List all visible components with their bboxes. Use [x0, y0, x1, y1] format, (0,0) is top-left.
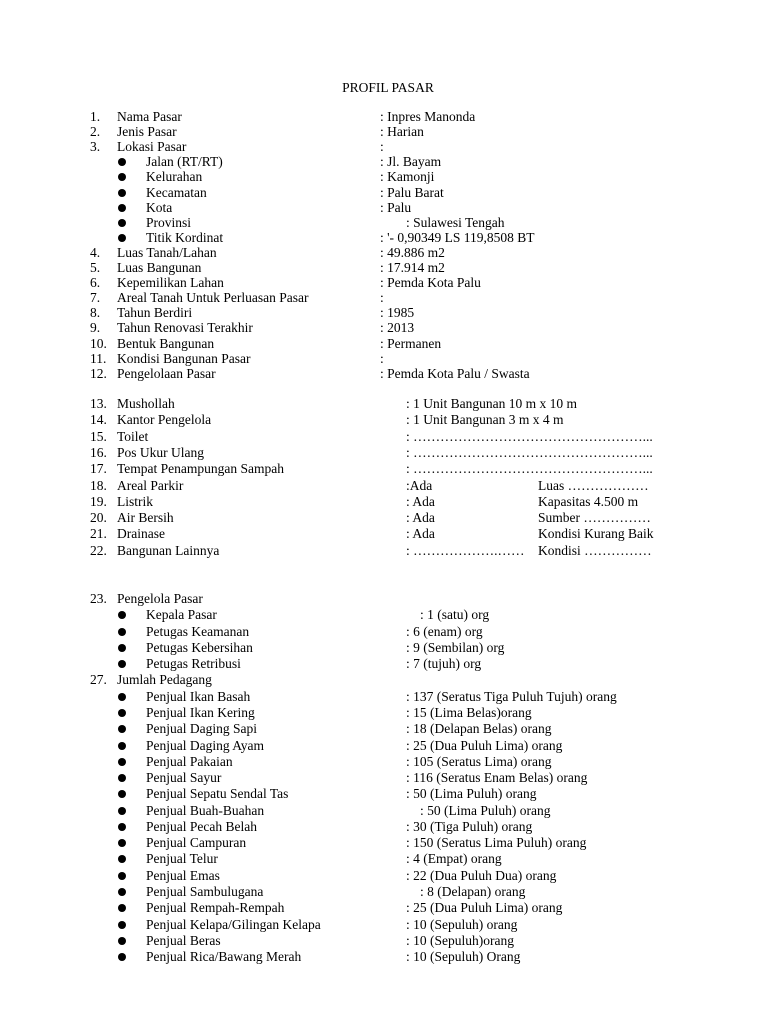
list-item: [0, 510, 768, 526]
item-value: : 25 (Dua Puluh Lima) orang: [406, 900, 563, 916]
item-detail: Luas ………………: [538, 477, 649, 493]
page-title: PROFIL PASAR: [342, 80, 434, 95]
list-item: [0, 543, 768, 559]
list-item: [0, 445, 768, 461]
list-item: [0, 900, 768, 916]
item-label: Bentuk Bangunan: [117, 335, 215, 351]
item-number: 14.: [90, 412, 107, 428]
bullet-icon: [118, 758, 126, 766]
list-item: [0, 591, 768, 607]
list-item: [0, 124, 768, 140]
item-value: : 30 (Tiga Puluh) orang: [406, 818, 533, 834]
item-number: 12.: [90, 365, 107, 381]
item-label: Kondisi Bangunan Pasar: [117, 350, 251, 366]
bullet-icon: [118, 204, 126, 212]
item-value: : Ada: [406, 493, 435, 509]
bullet-icon: [118, 774, 126, 782]
item-number: 8.: [90, 305, 101, 321]
item-number: 19.: [90, 493, 107, 509]
item-number: 27.: [90, 672, 107, 688]
bullet-icon: [118, 921, 126, 929]
bullet-icon: [118, 234, 126, 242]
item-label: Tahun Renovasi Terakhir: [117, 320, 253, 336]
item-label: Petugas Retribusi: [146, 656, 241, 672]
item-value: : ……………….……: [406, 542, 525, 558]
item-value: : Sulawesi Tengah: [406, 214, 505, 230]
item-label: Air Bersih: [117, 510, 174, 526]
item-label: Provinsi: [146, 214, 192, 230]
list-item: [0, 290, 768, 306]
item-value: : Harian: [380, 124, 424, 140]
bullet-icon: [118, 742, 126, 750]
item-value: : Ada: [406, 510, 435, 526]
item-value: : 1 Unit Bangunan 3 m x 4 m: [406, 412, 564, 428]
item-label: Penjual Ikan Kering: [146, 704, 255, 720]
bullet-icon: [118, 888, 126, 896]
list-item: [0, 336, 768, 352]
item-label: Penjual Sepatu Sendal Tas: [146, 786, 289, 802]
item-value: : '- 0,90349 LS 119,8508 BT: [380, 229, 535, 245]
item-value: : 18 (Delapan Belas) orang: [406, 721, 552, 737]
item-number: 2.: [90, 124, 101, 140]
list-item: [0, 607, 768, 623]
item-number: 16.: [90, 444, 107, 460]
item-label: Jenis Pasar: [117, 124, 177, 140]
list-item: [0, 624, 768, 640]
bullet-icon: [118, 807, 126, 815]
list-item: [0, 656, 768, 672]
item-label: Petugas Kebersihan: [146, 639, 253, 655]
list-item: [0, 366, 768, 382]
item-label: Penjual Daging Ayam: [146, 737, 264, 753]
item-label: Penjual Campuran: [146, 835, 247, 851]
item-label: Kelurahan: [146, 169, 203, 185]
item-label: Kecamatan: [146, 184, 207, 200]
item-value: :Ada: [406, 477, 433, 493]
item-value: :: [380, 290, 384, 306]
item-detail: Kondisi Kurang Baik: [538, 526, 654, 542]
item-detail: Sumber ……………: [538, 510, 651, 526]
item-label: Pos Ukur Ulang: [117, 444, 204, 460]
list-item: [0, 351, 768, 367]
item-value: : Jl. Bayam: [380, 154, 442, 170]
item-label: Penjual Pecah Belah: [146, 818, 257, 834]
item-value: : 4 (Empat) orang: [406, 851, 502, 867]
item-label: Areal Parkir: [117, 477, 184, 493]
list-item: [0, 185, 768, 201]
item-label: Penjual Beras: [146, 932, 221, 948]
item-value: : 17.914 m2: [380, 260, 445, 275]
list-item: [0, 933, 768, 949]
bullet-icon: [118, 219, 126, 227]
item-number: 17.: [90, 461, 107, 477]
list-item: [0, 109, 768, 125]
list-item: [0, 672, 768, 688]
item-value: : 9 (Sembilan) org: [406, 639, 505, 655]
bullet-icon: [118, 839, 126, 847]
item-label: Drainase: [117, 526, 165, 542]
item-label: Kepala Pasar: [146, 607, 217, 623]
item-label: Pengelola Pasar: [117, 591, 203, 606]
list-item: [0, 245, 768, 261]
item-label: Nama Pasar: [117, 109, 182, 124]
item-label: Jalan (RT/RT): [146, 154, 223, 170]
item-detail: Kapasitas 4.500 m: [538, 493, 639, 509]
item-value: : 1 Unit Bangunan 10 m x 10 m: [406, 396, 577, 411]
list-item: [0, 154, 768, 170]
item-value: : 22 (Dua Puluh Dua) orang: [406, 867, 557, 883]
bullet-icon: [118, 725, 126, 733]
item-number: 6.: [90, 275, 101, 291]
list-item: [0, 786, 768, 802]
item-label: Listrik: [117, 493, 153, 509]
item-value: : Permanen: [380, 335, 442, 351]
item-value: : 50 (Lima Puluh) orang: [406, 786, 537, 802]
list-item: [0, 275, 768, 291]
list-item: [0, 884, 768, 900]
item-value: : 49.886 m2: [380, 244, 445, 260]
item-number: 22.: [90, 542, 107, 558]
bullet-icon: [118, 904, 126, 912]
list-item: [0, 721, 768, 737]
item-value: : Inpres Manonda: [380, 109, 476, 124]
list-item: [0, 770, 768, 786]
list-item: [0, 215, 768, 231]
item-label: Luas Bangunan: [117, 260, 202, 275]
item-label: Penjual Telur: [146, 851, 218, 867]
item-number: 21.: [90, 526, 107, 542]
item-value: : Pemda Kota Palu: [380, 275, 481, 291]
item-value: : ……………………………………………...: [406, 461, 653, 477]
item-value: : 6 (enam) org: [406, 623, 483, 639]
bullet-icon: [118, 628, 126, 636]
item-value: : 105 (Seratus Lima) orang: [406, 753, 552, 769]
item-value: : 137 (Seratus Tiga Puluh Tujuh) orang: [406, 688, 617, 704]
bullet-icon: [118, 644, 126, 652]
item-value: : 116 (Seratus Enam Belas) orang: [406, 770, 588, 786]
item-number: 11.: [90, 350, 107, 366]
item-number: 1.: [90, 109, 101, 124]
list-item: [0, 705, 768, 721]
item-number: 20.: [90, 510, 107, 526]
item-label: Penjual Buah-Buahan: [146, 802, 265, 818]
item-label: Penjual Pakaian: [146, 753, 233, 769]
bullet-icon: [118, 953, 126, 961]
list-item: [0, 230, 768, 246]
list-item: [0, 320, 768, 336]
list-item: [0, 689, 768, 705]
item-value: :: [380, 350, 384, 366]
item-label: Penjual Ikan Basah: [146, 688, 251, 704]
list-item: [0, 803, 768, 819]
list-item: [0, 260, 768, 276]
item-value: : 1 (satu) org: [420, 607, 490, 623]
item-value: : ……………………………………………...: [406, 428, 653, 444]
item-label: Petugas Keamanan: [146, 623, 250, 639]
item-value: : Palu: [380, 199, 412, 215]
list-item: [0, 396, 768, 412]
list-item: [0, 478, 768, 494]
bullet-icon: [118, 158, 126, 166]
item-number: 15.: [90, 428, 107, 444]
item-value: : Kamonji: [380, 169, 435, 185]
item-number: 18.: [90, 477, 107, 493]
item-label: Penjual Emas: [146, 867, 220, 883]
item-label: Tempat Penampungan Sampah: [117, 461, 285, 477]
item-value: : Palu Barat: [380, 184, 444, 200]
item-label: Kota: [146, 199, 173, 215]
item-number: 13.: [90, 396, 107, 411]
item-value: : 10 (Sepuluh) orang: [406, 916, 518, 932]
item-number: 9.: [90, 320, 101, 336]
item-label: Luas Tanah/Lahan: [117, 244, 217, 260]
item-detail: Kondisi ……………: [538, 542, 652, 558]
item-label: Penjual Kelapa/Gilingan Kelapa: [146, 916, 321, 932]
bullet-icon: [118, 693, 126, 701]
item-number: 5.: [90, 260, 101, 275]
item-label: Penjual Sambulugana: [146, 884, 264, 900]
item-value: : 15 (Lima Belas)orang: [406, 704, 532, 720]
item-label: Mushollah: [117, 396, 175, 411]
list-item: [0, 429, 768, 445]
item-value: : 25 (Dua Puluh Lima) orang: [406, 737, 563, 753]
bullet-icon: [118, 855, 126, 863]
item-label: Tahun Berdiri: [117, 305, 193, 321]
list-item: [0, 305, 768, 321]
item-value: : 10 (Sepuluh) Orang: [406, 949, 521, 965]
list-item: [0, 917, 768, 933]
item-value: : 2013: [380, 320, 415, 336]
item-value: : 10 (Sepuluh)orang: [406, 932, 514, 948]
list-item: [0, 139, 768, 155]
bullet-icon: [118, 823, 126, 831]
item-label: Penjual Daging Sapi: [146, 721, 257, 737]
bullet-icon: [118, 660, 126, 668]
item-value: : 150 (Seratus Lima Puluh) orang: [406, 835, 587, 851]
list-item: [0, 494, 768, 510]
item-label: Toilet: [117, 428, 149, 444]
bullet-icon: [118, 611, 126, 619]
item-value: : 1985: [380, 305, 415, 321]
bullet-icon: [118, 937, 126, 945]
list-item: [0, 851, 768, 867]
item-label: Kepemilikan Lahan: [117, 275, 224, 291]
item-value: : 7 (tujuh) org: [406, 656, 482, 672]
list-item: [0, 949, 768, 965]
list-item: [0, 169, 768, 185]
item-number: 7.: [90, 290, 101, 306]
list-item: [0, 835, 768, 851]
item-label: Pengelolaan Pasar: [117, 365, 216, 381]
item-value: : Ada: [406, 526, 435, 542]
list-item: [0, 738, 768, 754]
item-label: Jumlah Pedagang: [117, 672, 212, 688]
bullet-icon: [118, 189, 126, 197]
item-value: : 8 (Delapan) orang: [420, 884, 526, 900]
list-item: [0, 754, 768, 770]
list-item: [0, 640, 768, 656]
item-number: 3.: [90, 139, 101, 155]
list-item: [0, 461, 768, 477]
list-item: [0, 200, 768, 216]
item-value: : Pemda Kota Palu / Swasta: [380, 365, 530, 381]
item-label: Bangunan Lainnya: [117, 542, 220, 558]
bullet-icon: [118, 173, 126, 181]
item-label: Penjual Rica/Bawang Merah: [146, 949, 302, 965]
item-label: Titik Kordinat: [146, 229, 224, 245]
item-label: Penjual Rempah-Rempah: [146, 900, 285, 916]
item-label: Areal Tanah Untuk Perluasan Pasar: [117, 290, 309, 306]
item-value: : 50 (Lima Puluh) orang: [420, 802, 551, 818]
bullet-icon: [118, 872, 126, 880]
bullet-icon: [118, 709, 126, 717]
item-value: :: [380, 139, 384, 155]
item-number: 23.: [90, 591, 107, 606]
list-item: [0, 526, 768, 542]
list-item: [0, 412, 768, 428]
item-label: Penjual Sayur: [146, 770, 222, 786]
item-value: : ……………………………………………...: [406, 444, 653, 460]
list-item: [0, 819, 768, 835]
list-item: [0, 868, 768, 884]
item-number: 4.: [90, 244, 101, 260]
item-label: Kantor Pengelola: [117, 412, 212, 428]
item-number: 10.: [90, 335, 107, 351]
bullet-icon: [118, 790, 126, 798]
item-label: Lokasi Pasar: [117, 139, 187, 155]
